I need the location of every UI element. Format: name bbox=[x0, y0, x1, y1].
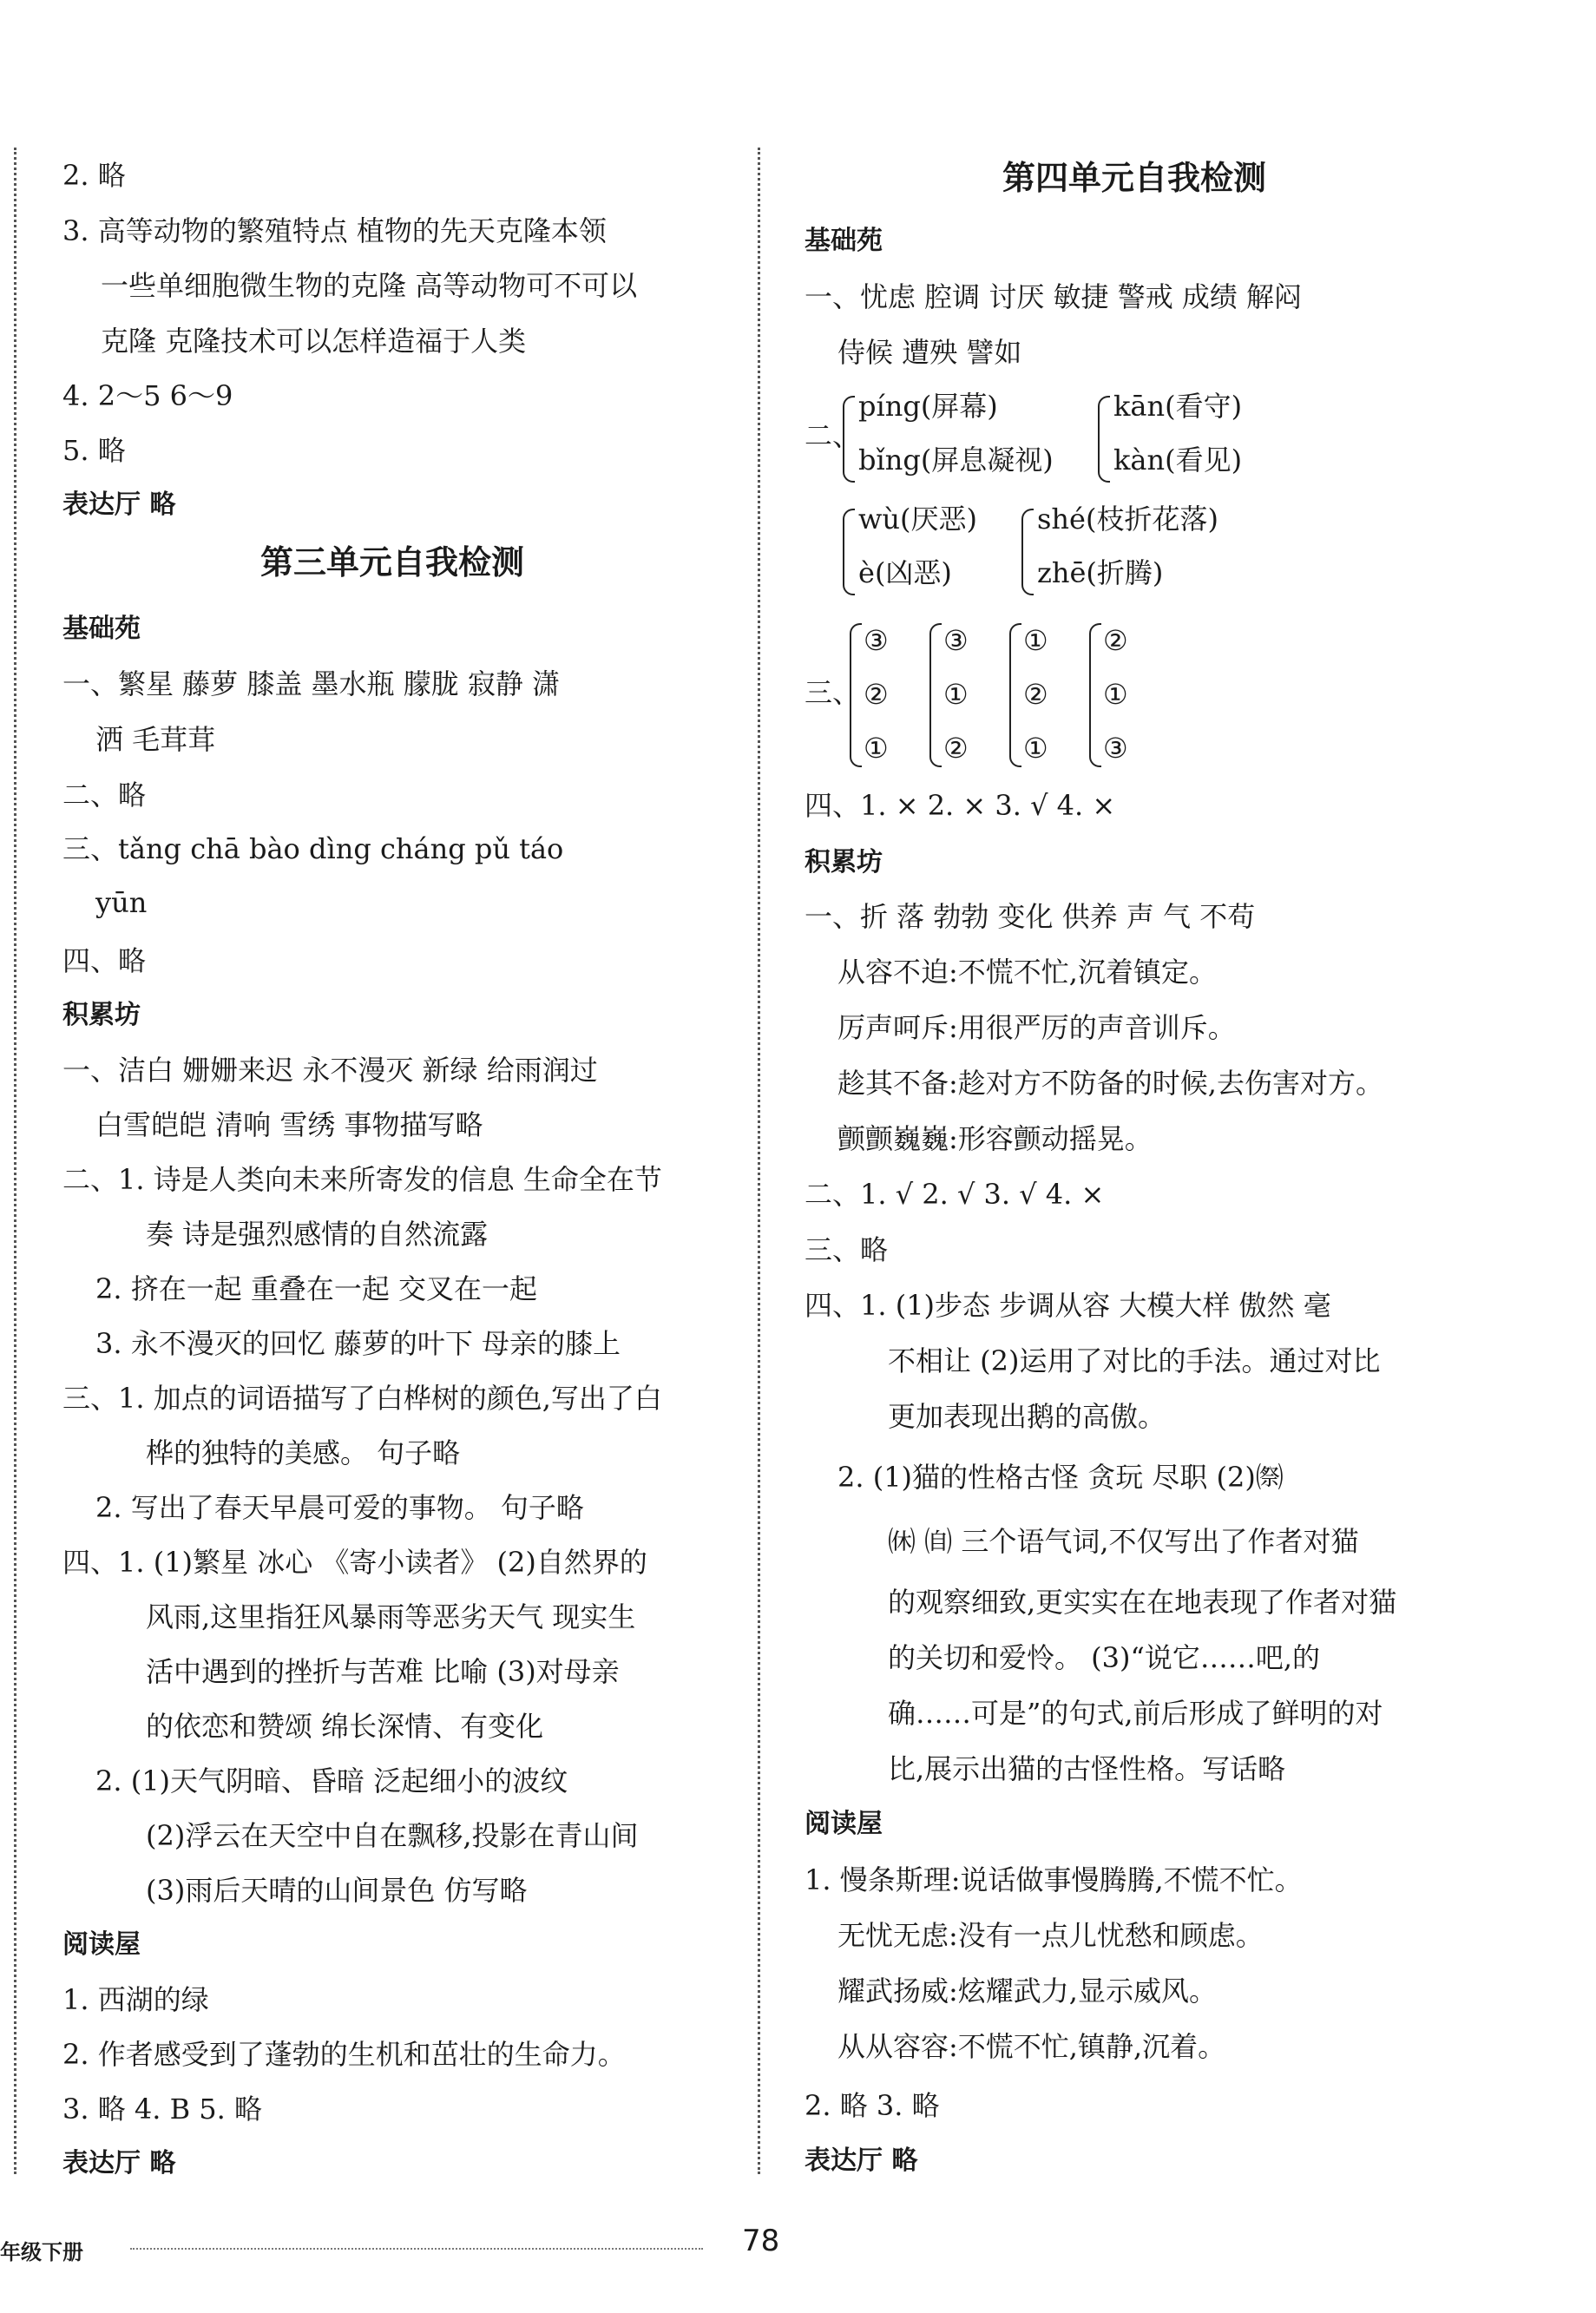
answer-line: 厉声呵斥:用很严厉的声音训斥。 bbox=[837, 1011, 1236, 1044]
answer-line: 3. 永不漫灭的回忆 藤萝的叶下 母亲的膝上 bbox=[95, 1327, 621, 1360]
answer-line: (2)浮云在天空中自在飘移,投影在青山间 bbox=[146, 1819, 639, 1852]
pinyin-entry: bǐng(屏息凝视) bbox=[858, 444, 1054, 476]
answer-line: 的观察细致,更实实在在地表现了作者对猫 bbox=[888, 1586, 1397, 1619]
answer-line: 2. 作者感受到了蓬勃的生机和茁壮的生命力。 bbox=[62, 2038, 626, 2071]
answer-line: 2. (1)天气阴暗、昏暗 泛起细小的波纹 bbox=[95, 1764, 568, 1797]
pinyin-entry: zhē(折腾) bbox=[1037, 556, 1164, 589]
answer-line: 4. 2～5 6～9 bbox=[62, 379, 233, 412]
section-label: 表达厅 略 bbox=[805, 2145, 918, 2176]
answer-line: 白雪皑皑 清响 雪绣 事物描写略 bbox=[95, 1108, 483, 1141]
circled-number: ③ bbox=[864, 624, 889, 657]
answer-line: 克隆 克隆技术可以怎样造福于人类 bbox=[101, 325, 527, 358]
unit-title: 第四单元自我检测 bbox=[1002, 158, 1266, 197]
answer-line: 三、1. 加点的词语描写了白桦树的颜色,写出了白 bbox=[62, 1382, 662, 1415]
answer-line: ㉁ ㉂ 三个语气词,不仅写出了作者对猫 bbox=[888, 1525, 1359, 1558]
page-number: 78 bbox=[742, 2224, 780, 2258]
brace-icon bbox=[1089, 623, 1101, 767]
footer-rule bbox=[130, 2248, 703, 2250]
section-label: 基础苑 bbox=[62, 614, 141, 644]
circled-number: ① bbox=[864, 732, 889, 765]
answer-line: 2. (1)猫的性格古怪 贪玩 尽职 (2)㉀ bbox=[837, 1461, 1284, 1494]
pinyin-entry: wù(厌恶) bbox=[858, 503, 977, 536]
answer-line: 四、1. (1)繁星 冰心 《寄小读者》 (2)自然界的 bbox=[62, 1546, 647, 1579]
answer-line: 1. 慢条斯理:说话做事慢腾腾,不慌不忙。 bbox=[805, 1863, 1303, 1896]
answer-line: 耀武扬威:炫耀武力,显示威风。 bbox=[837, 1975, 1217, 2007]
answer-line: 一、洁白 姗姗来迟 永不漫灭 新绿 给雨润过 bbox=[62, 1054, 598, 1087]
brace-icon bbox=[1021, 509, 1034, 595]
answer-line: 二、1. 诗是人类向未来所寄发的信息 生命全在节 bbox=[62, 1163, 662, 1196]
answer-line: 四、1. × 2. × 3. √ 4. × bbox=[805, 789, 1116, 822]
answer-line: 2. 写出了春天早晨可爱的事物。 句子略 bbox=[95, 1491, 584, 1524]
pinyin-entry: kān(看守) bbox=[1113, 390, 1243, 423]
pinyin-entry: píng(屏幕) bbox=[858, 390, 998, 423]
circled-number: ② bbox=[864, 678, 889, 711]
answer-line: 1. 西湖的绿 bbox=[62, 1983, 209, 2016]
answer-line: 二、略 bbox=[62, 779, 147, 812]
section-label: 表达厅 略 bbox=[62, 490, 176, 520]
answer-line: 更加表现出鹅的高傲。 bbox=[888, 1400, 1166, 1433]
answer-line: 三、略 bbox=[805, 1233, 889, 1266]
circled-number: ② bbox=[1023, 678, 1048, 711]
answer-line: 一、忧虑 腔调 讨厌 敏捷 警戒 成绩 解闷 bbox=[805, 280, 1303, 313]
answer-line: 3. 略 4. B 5. 略 bbox=[62, 2093, 262, 2126]
answer-line: 5. 略 bbox=[62, 434, 126, 467]
answer-line: 奏 诗是强烈感情的自然流露 bbox=[146, 1218, 489, 1251]
brace-icon bbox=[1009, 623, 1021, 767]
answer-line: 活中遇到的挫折与苦难 比喻 (3)对母亲 bbox=[146, 1655, 620, 1688]
answer-line: 2. 略 3. 略 bbox=[805, 2089, 940, 2122]
section-label: 阅读屋 bbox=[62, 1929, 141, 1960]
brace-icon bbox=[850, 623, 862, 767]
answer-line: (3)雨后天晴的山间景色 仿写略 bbox=[146, 1874, 528, 1907]
answer-line: 一些单细胞微生物的克隆 高等动物可不可以 bbox=[101, 269, 638, 302]
brace-icon bbox=[1098, 396, 1110, 483]
answer-line: 趁其不备:趁对方不防备的时候,去伤害对方。 bbox=[837, 1067, 1383, 1100]
circled-number: ① bbox=[1023, 624, 1048, 657]
column-divider bbox=[758, 148, 760, 2174]
pinyin-entry: kàn(看见) bbox=[1113, 444, 1243, 476]
answer-line: 四、1. (1)步态 步调从容 大模大样 傲然 毫 bbox=[805, 1289, 1331, 1322]
section-label: 阅读屋 bbox=[805, 1809, 883, 1839]
answer-line: 2. 挤在一起 重叠在一起 交叉在一起 bbox=[95, 1272, 538, 1305]
binding-margin-rule bbox=[14, 148, 16, 2174]
answer-line: 四、略 bbox=[62, 944, 147, 977]
answer-line: 从从容容:不慌不忙,镇静,沉着。 bbox=[837, 2030, 1226, 2063]
footer-label: 年级下册 bbox=[0, 2240, 83, 2264]
answer-line: 的关切和爱怜。 (3)“说它……吧,的 bbox=[888, 1641, 1321, 1674]
answer-line: 颤颤巍巍:形容颤动摇晃。 bbox=[837, 1122, 1153, 1155]
answer-line: 侍候 遭殃 譬如 bbox=[837, 336, 1022, 369]
answer-line: 一、折 落 勃勃 变化 供养 声 气 不苟 bbox=[805, 900, 1256, 933]
answer-line: 从容不迫:不慌不忙,沉着镇定。 bbox=[837, 956, 1217, 989]
circled-number: ③ bbox=[1103, 732, 1128, 765]
brace-icon bbox=[929, 623, 942, 767]
answer-line: 二、1. √ 2. √ 3. √ 4. × bbox=[805, 1178, 1105, 1211]
answer-line: 桦的独特的美感。 句子略 bbox=[146, 1436, 461, 1469]
answer-line: 洒 毛茸茸 bbox=[95, 723, 216, 756]
answer-line: 2. 略 bbox=[62, 159, 126, 192]
answer-line: 一、繁星 藤萝 膝盖 墨水瓶 朦胧 寂静 潇 bbox=[62, 667, 561, 700]
circled-number: ③ bbox=[943, 624, 969, 657]
answer-line: 比,展示出猫的古怪性格。写话略 bbox=[888, 1752, 1286, 1785]
pinyin-entry: è(凶恶) bbox=[858, 556, 952, 589]
answer-label: 二、 bbox=[805, 419, 861, 452]
answer-line: yūn bbox=[95, 886, 148, 919]
section-label: 表达厅 略 bbox=[62, 2148, 176, 2178]
circled-number: ① bbox=[1103, 678, 1128, 711]
section-label: 积累坊 bbox=[62, 1000, 141, 1030]
section-label: 积累坊 bbox=[805, 847, 883, 877]
circled-number: ① bbox=[943, 678, 969, 711]
circled-number: ② bbox=[943, 732, 969, 765]
circled-number: ① bbox=[1023, 732, 1048, 765]
brace-icon bbox=[843, 509, 855, 595]
answer-line: 无忧无虑:没有一点儿忧愁和顾虑。 bbox=[837, 1919, 1264, 1952]
section-label: 基础苑 bbox=[805, 226, 883, 256]
unit-title: 第三单元自我检测 bbox=[259, 542, 524, 582]
answer-line: 风雨,这里指狂风暴雨等恶劣天气 现实生 bbox=[146, 1600, 636, 1633]
answer-line: 确……可是”的句式,前后形成了鲜明的对 bbox=[888, 1697, 1383, 1730]
answer-line: 的依恋和赞颂 绵长深情、有变化 bbox=[146, 1710, 544, 1743]
answer-line: 3. 高等动物的繁殖特点 植物的先天克隆本领 bbox=[62, 214, 607, 247]
answer-line: 不相让 (2)运用了对比的手法。通过对比 bbox=[888, 1344, 1381, 1377]
pinyin-entry: shé(枝折花落) bbox=[1037, 503, 1218, 536]
answer-line: 三、tǎng chā bào dìng cháng pǔ táo bbox=[62, 832, 564, 865]
brace-icon bbox=[843, 396, 855, 483]
answer-label: 三、 bbox=[805, 676, 861, 709]
circled-number: ② bbox=[1103, 624, 1128, 657]
